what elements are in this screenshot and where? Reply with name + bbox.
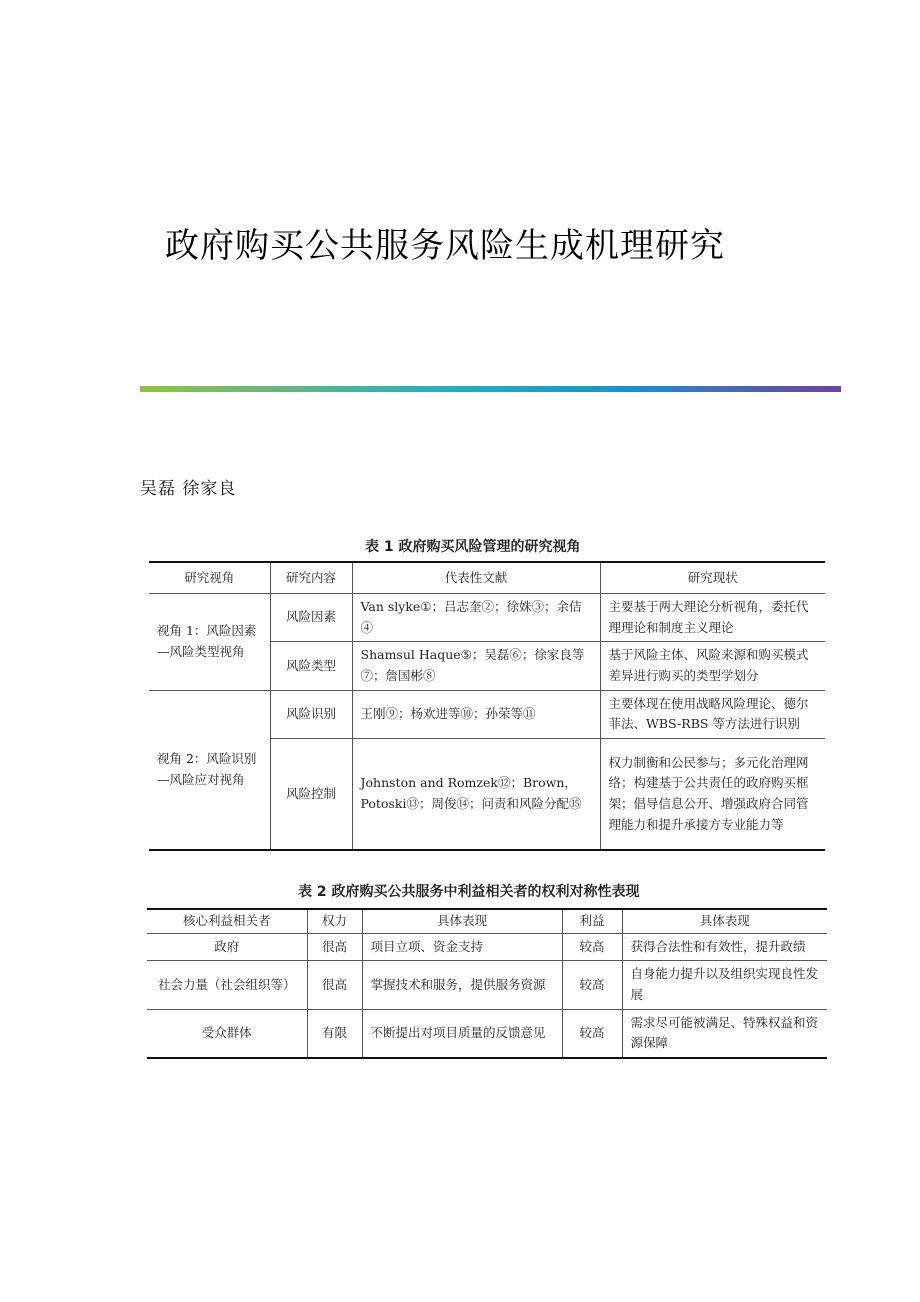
interest-cell: 较高 [562,933,622,961]
document-title: 政府购买公共服务风险生成机理研究 [165,226,725,266]
power-cell: 很高 [307,933,362,961]
content-cell: 风险控制 [270,738,352,850]
table-row [149,594,825,642]
table-header-cell: 代表性文献 [352,562,600,594]
table-row [147,933,827,961]
table2 [147,908,827,1059]
stakeholder-cell: 政府 [147,933,307,961]
table-header-row [149,562,825,594]
table1-caption: 表 1 政府购买风险管理的研究视角 [365,539,581,555]
table-header-cell: 具体表现 [362,909,562,933]
table1 [149,561,825,851]
interest-detail-cell: 自身能力提升以及组织实现良性发展 [622,961,827,1009]
table-header-cell: 研究现状 [600,562,825,594]
content-cell: 风险识别 [270,690,352,738]
table-header-row [147,909,827,933]
authors: 吴磊 徐家良 [140,479,237,499]
table-row [147,1009,827,1058]
table2-caption: 表 2 政府购买公共服务中利益相关者的权利对称性表现 [298,884,640,900]
literature-cell: Shamsul Haque⑤；吴磊⑥；徐家良等⑦；詹国彬⑧ [352,642,600,690]
content-cell: 风险因素 [270,594,352,642]
status-cell: 基于风险主体、风险来源和购买模式差异进行购买的类型学划分 [600,642,825,690]
perspective-cell: 视角 2：风险识别—风险应对视角 [149,690,270,850]
table-row [149,690,825,738]
literature-cell: 王刚⑨；杨欢进等⑩；孙荣等⑪ [352,690,600,738]
stakeholder-cell: 受众群体 [147,1009,307,1058]
status-cell: 主要基于两大理论分析视角，委托代理理论和制度主义理论 [600,594,825,642]
power-detail-cell: 不断提出对项目质量的反馈意见 [362,1009,562,1058]
table-header-cell: 具体表现 [622,909,827,933]
power-cell: 很高 [307,961,362,1009]
interest-detail-cell: 需求尽可能被满足、特殊权益和资源保障 [622,1009,827,1058]
interest-detail-cell: 获得合法性和有效性，提升政绩 [622,933,827,961]
content-cell: 风险类型 [270,642,352,690]
literature-cell: Johnston and Romzek⑫；Brown，Potoski⑬；周俊⑭；问责和风险分配⑮ [352,738,600,850]
gradient-divider [140,386,841,392]
power-cell: 有限 [307,1009,362,1058]
table-header-cell: 利益 [562,909,622,933]
table-header-cell: 权力 [307,909,362,933]
stakeholder-cell: 社会力量（社会组织等） [147,961,307,1009]
status-cell: 主要体现在使用战略风险理论、德尔菲法、WBS-RBS 等方法进行识别 [600,690,825,738]
table-header-cell: 核心利益相关者 [147,909,307,933]
interest-cell: 较高 [562,1009,622,1058]
power-detail-cell: 掌握技术和服务，提供服务资源 [362,961,562,1009]
literature-cell: Van slyke①；吕志奎②；徐姝③；余佶④ [352,594,600,642]
interest-cell: 较高 [562,961,622,1009]
perspective-cell: 视角 1：风险因素—风险类型视角 [149,594,270,691]
status-cell: 权力制衡和公民参与；多元化治理网络；构建基于公共责任的政府购买框架；倡导信息公开、增强政府合同管理能力和提升承接方专业能力等 [600,738,825,850]
table-row [147,961,827,1009]
table-header-cell: 研究内容 [270,562,352,594]
table-header-cell: 研究视角 [149,562,270,594]
power-detail-cell: 项目立项、资金支持 [362,933,562,961]
